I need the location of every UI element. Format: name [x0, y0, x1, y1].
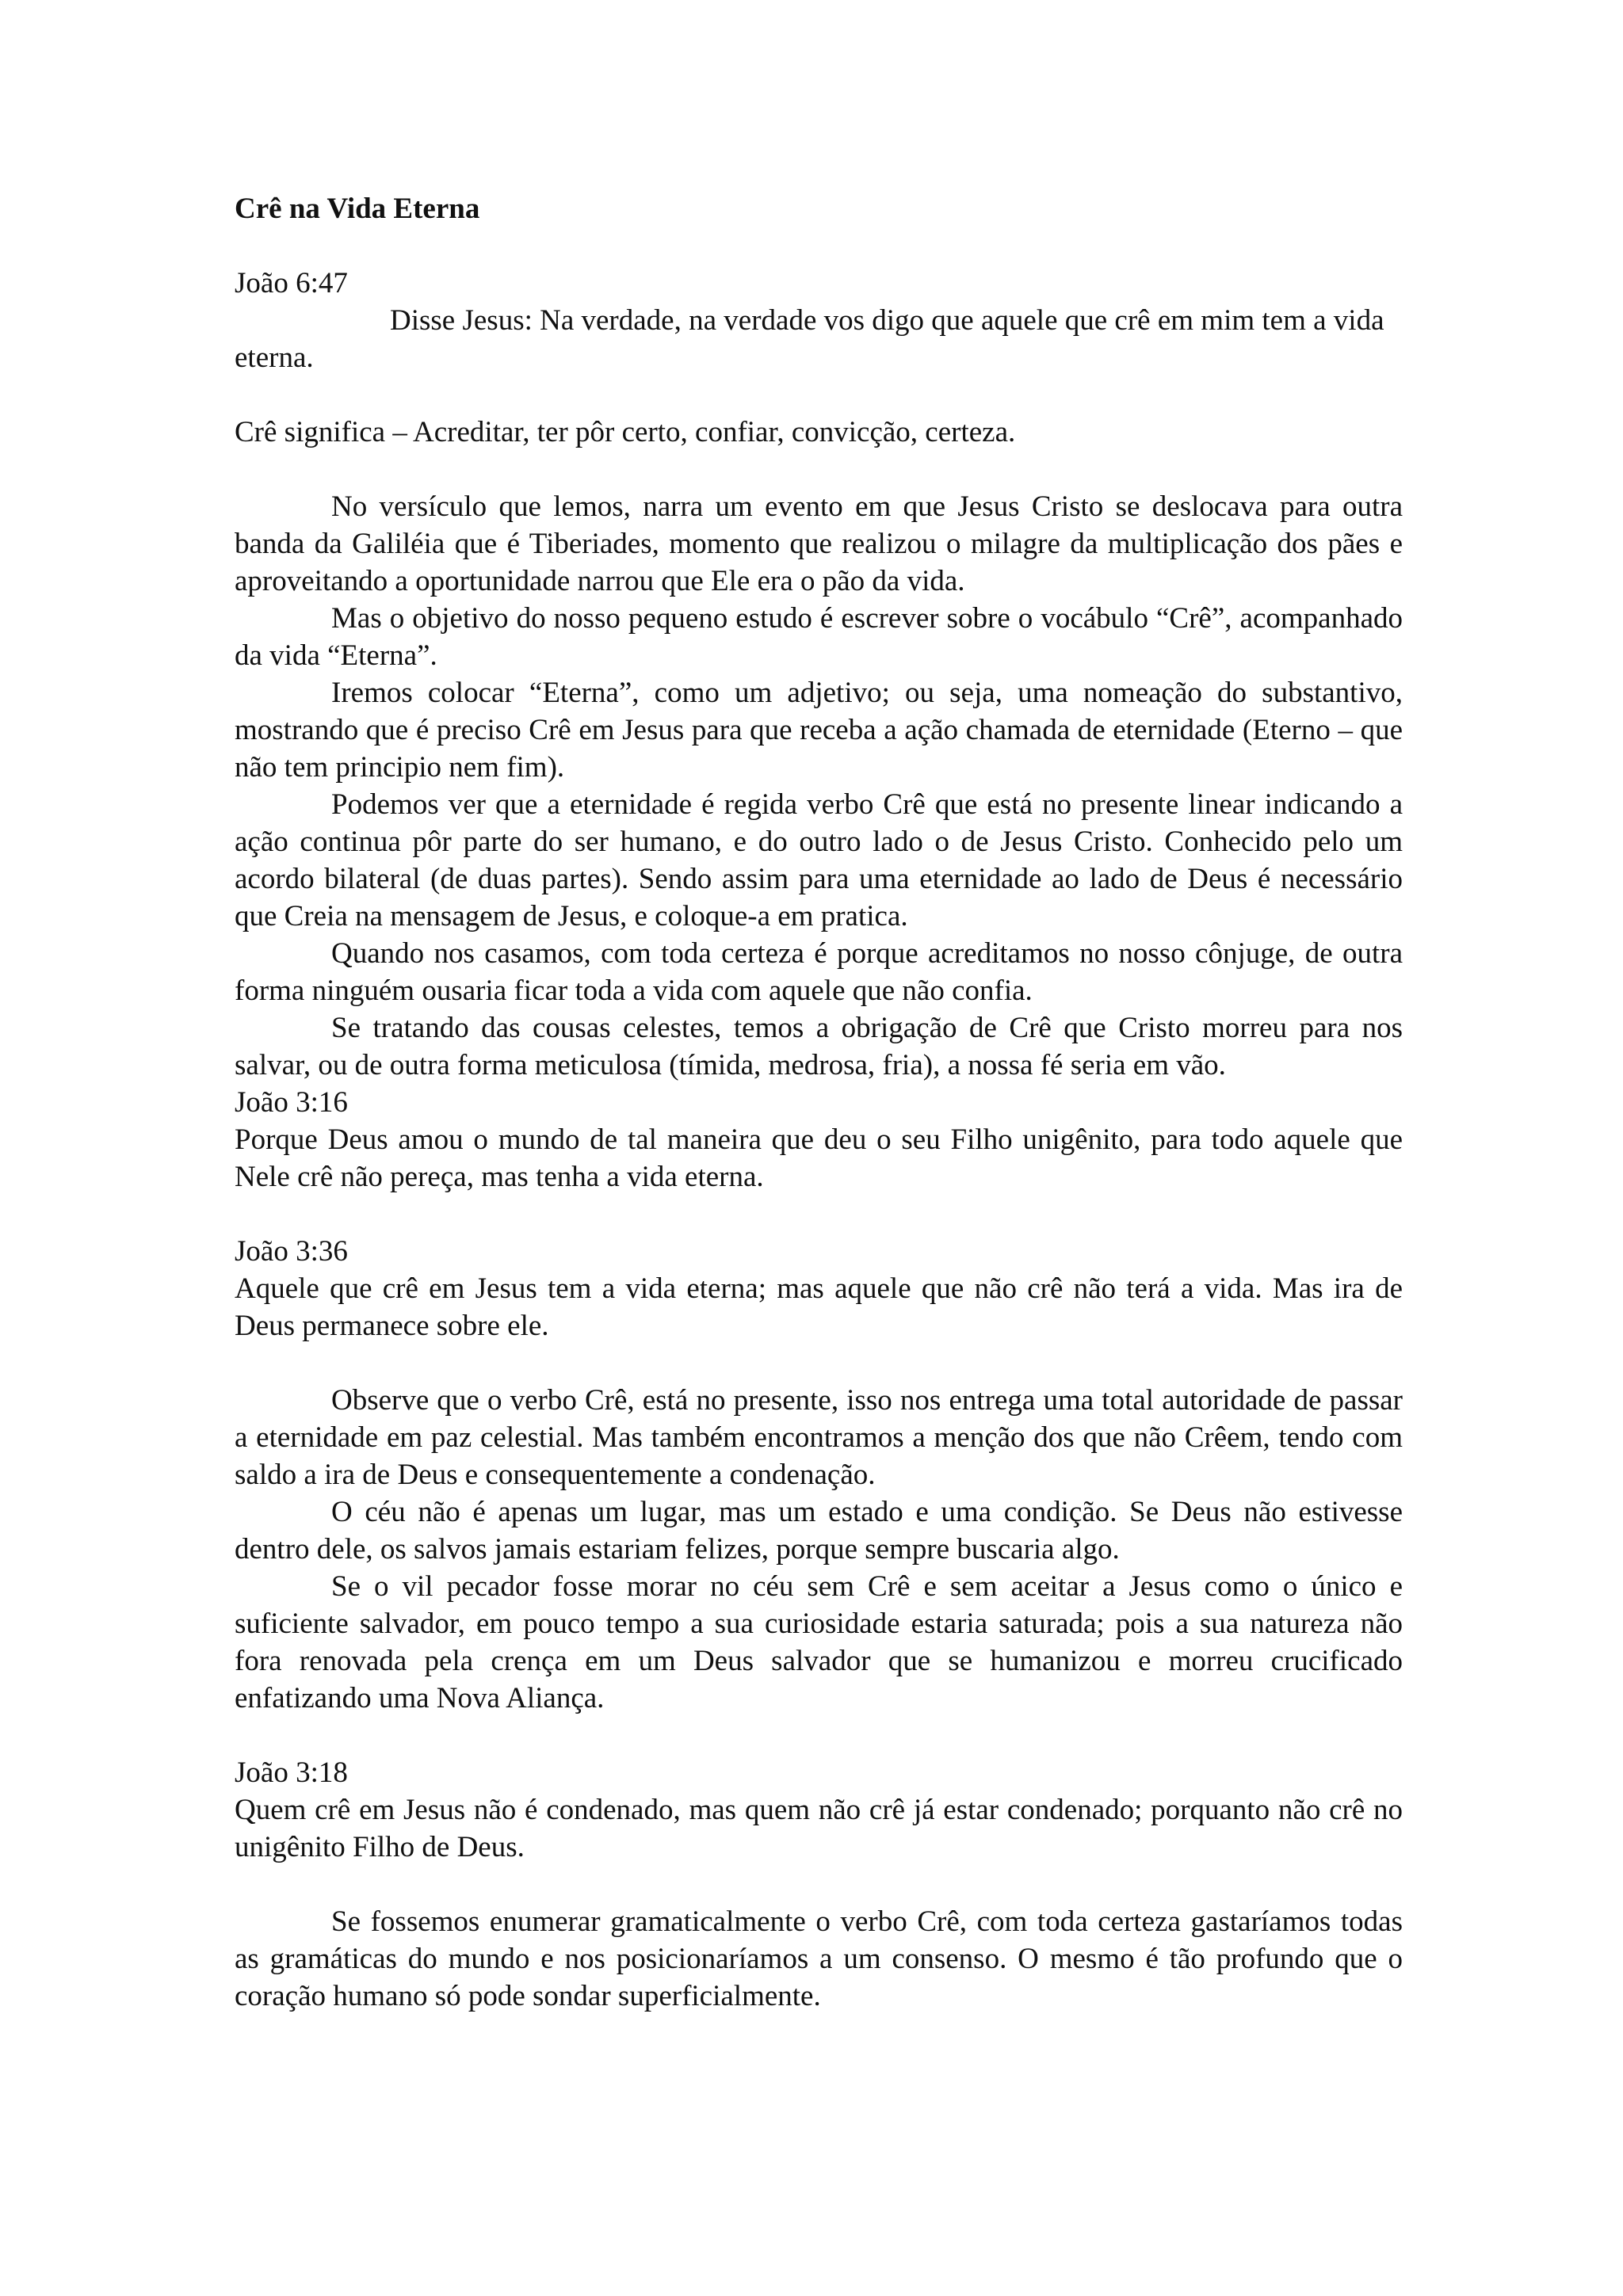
spacer [235, 227, 1403, 265]
paragraph: Se o vil pecador fosse morar no céu sem Crê e sem aceitar a Jesus como o único e suficiente salvador, em pouco tempo a sua curiosidade estaria saturada; pois a sua natureza não fora renovada pela crença em um Deus salvador que se humanizou e morreu crucificado enfatizando uma Nova Aliança. [235, 1570, 1403, 1714]
paragraph: O céu não é apenas um lugar, mas um estado e uma condição. Se Deus não estivesse dentro dele, os salvos jamais estariam felizes, porque sempre buscaria algo. [235, 1496, 1403, 1566]
verse-text: Porque Deus amou o mundo de tal maneira que deu o seu Filho unigênito, para todo aquele que Nele crê não pereça, mas tenha a vida eterna. [235, 1123, 1403, 1193]
paragraph: Quando nos casamos, com toda certeza é porque acreditamos no nosso cônjuge, de outra forma ninguém ousaria ficar toda a vida com aquele que não confia. [235, 937, 1403, 1007]
paragraph: Se tratando das cousas celestes, temos a obrigação de Crê que Cristo morreu para nos salvar, ou de outra forma meticulosa (tímida, medrosa, fria), a nossa fé seria em vão. [235, 1012, 1403, 1081]
spacer [235, 1196, 1403, 1233]
spacer [235, 376, 1403, 414]
verse-text: Aquele que crê em Jesus tem a vida eterna; mas aquele que não crê não terá a vida. Mas ira de Deus permanece sobre ele. [235, 1272, 1403, 1342]
document-title: Crê na Vida Eterna [235, 193, 480, 225]
paragraph: Mas o objetivo do nosso pequeno estudo é escrever sobre o vocábulo “Crê”, acompanhado da vida “Eterna”. [235, 602, 1403, 672]
paragraph: Se fossemos enumerar gramaticalmente o verbo Crê, com toda certeza gastaríamos todas as gramáticas do mundo e nos posicionaríamos a um consenso. O mesmo é tão profundo que o coração humano só pode sondar superficialmente. [235, 1905, 1403, 2012]
document-page [235, 190, 1403, 2015]
spacer [235, 451, 1403, 488]
verse-reference: João 3:36 [235, 1235, 348, 1268]
verse-reference: João 3:16 [235, 1086, 348, 1119]
verse-reference: João 6:47 [235, 267, 348, 299]
spacer [235, 1866, 1403, 1903]
verse-text: Disse Jesus: Na verdade, na verdade vos digo que aquele que crê em mim tem a vida eterna. [235, 304, 1384, 374]
paragraph: Iremos colocar “Eterna”, como um adjetivo; ou seja, uma nomeação do substantivo, mostrando que é preciso Crê em Jesus para que receba a ação chamada de eternidade (Eterno – que não tem principio nem fim). [235, 677, 1403, 784]
verse-reference: João 3:18 [235, 1756, 348, 1789]
paragraph: No versículo que lemos, narra um evento em que Jesus Cristo se deslocava para outra banda da Galiléia que é Tiberiades, momento que realizou o milagre da multiplicação dos pães e aproveitando a oportunidade narrou que Ele era o pão da vida. [235, 490, 1403, 597]
definition-line: Crê significa – Acreditar, ter pôr certo, confiar, convicção, certeza. [235, 416, 1016, 448]
verse-text: Quem crê em Jesus não é condenado, mas quem não crê já estar condenado; porquanto não crê no unigênito Filho de Deus. [235, 1794, 1403, 1863]
paragraph: Podemos ver que a eternidade é regida verbo Crê que está no presente linear indicando a ação continua pôr parte do ser humano, e do outro lado o de Jesus Cristo. Conhecido pelo um acordo bilateral (de duas partes). Sendo assim para uma eternidade ao lado de Deus é necessário que Creia na mensagem de Jesus, e coloque-a em pratica. [235, 788, 1403, 933]
spacer [235, 1344, 1403, 1382]
paragraph: Observe que o verbo Crê, está no presente, isso nos entrega uma total autoridade de passar a eternidade em paz celestial. Mas também encontramos a menção dos que não Crêem, tendo com saldo a ira de Deus e consequentemente a condenação. [235, 1384, 1403, 1491]
spacer [235, 1717, 1403, 1754]
